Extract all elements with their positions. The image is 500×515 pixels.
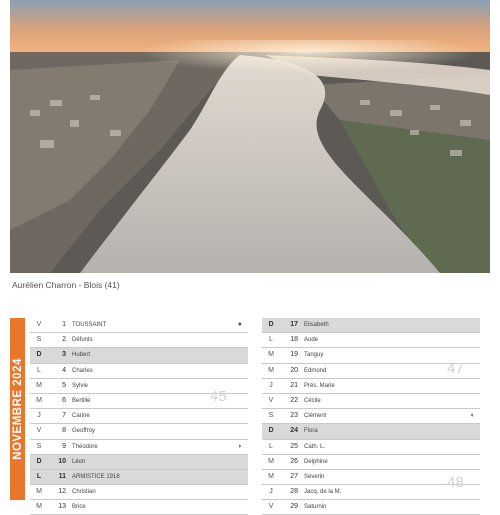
- day-number: 24: [290, 427, 298, 435]
- day-of-week: V: [268, 503, 274, 511]
- day-number: 13: [58, 503, 66, 511]
- day-number: 20: [290, 366, 298, 374]
- left-day-column: [30, 318, 248, 515]
- saint-name: Delphine: [304, 458, 328, 465]
- week-number-45: 45: [210, 388, 227, 405]
- day-row: [30, 364, 248, 379]
- blois-aerial-photo: [10, 0, 490, 273]
- saint-name: Carine: [72, 413, 90, 420]
- day-of-week: M: [268, 457, 274, 465]
- day-of-week: J: [37, 412, 41, 420]
- day-number: 29: [290, 503, 298, 511]
- day-of-week: S: [268, 412, 274, 420]
- day-of-week: V: [36, 427, 42, 435]
- day-number: 25: [290, 442, 298, 450]
- day-number: 3: [62, 351, 66, 359]
- day-number: 7: [62, 412, 66, 420]
- saint-name: Jacq. de la M.: [304, 489, 342, 496]
- saint-name: Christian: [72, 489, 96, 496]
- photo-credit: Aurélien Charron - Blois (41): [12, 280, 120, 290]
- day-of-week: J: [269, 488, 273, 496]
- day-number: 2: [62, 336, 66, 344]
- day-of-week: M: [268, 472, 274, 480]
- day-row: [262, 440, 480, 455]
- last-quarter-moon-icon: ◖: [469, 412, 474, 420]
- day-number: 23: [290, 412, 298, 420]
- day-row: [30, 424, 248, 439]
- saint-name: TOUSSAINT: [72, 322, 107, 328]
- day-row-sunday: [262, 318, 480, 333]
- saint-name: Elisabeth: [304, 322, 329, 328]
- saint-name: Tanguy: [304, 352, 324, 359]
- saint-name: ARMISTICE 1918: [72, 473, 120, 480]
- saint-name: Hubert: [72, 352, 91, 359]
- day-of-week: D: [268, 321, 274, 328]
- saint-name: Prés. Marie: [304, 382, 335, 389]
- day-of-week: D: [268, 427, 274, 435]
- saint-name: Geoffroy: [72, 428, 95, 435]
- saint-name: Saturnin: [304, 504, 327, 511]
- saint-name: Edmond: [304, 367, 327, 374]
- day-number: 4: [62, 366, 66, 374]
- day-number: 12: [58, 488, 66, 496]
- day-number: 5: [62, 381, 66, 389]
- day-row: [30, 409, 248, 424]
- day-number: 11: [58, 472, 66, 480]
- saint-name: Cath. L.: [304, 443, 326, 450]
- saint-name: Brice: [72, 504, 86, 511]
- saint-name: Charles: [72, 367, 93, 374]
- day-number: 10: [58, 457, 66, 465]
- day-row-holiday: [30, 470, 248, 485]
- saint-name: Théodore: [72, 443, 98, 450]
- day-number: 17: [290, 321, 298, 328]
- day-row-sunday: [30, 455, 248, 470]
- saint-name: Cécile: [304, 397, 321, 404]
- day-of-week: D: [36, 457, 42, 465]
- day-of-week: M: [268, 351, 274, 359]
- day-row-sunday: [262, 424, 480, 439]
- saint-name: Sylvie: [72, 382, 89, 389]
- saint-name: Clément: [304, 413, 327, 420]
- day-number: 28: [290, 488, 298, 496]
- day-number: 18: [290, 336, 298, 344]
- day-row: [30, 440, 248, 455]
- day-number: 21: [290, 381, 298, 389]
- day-of-week: M: [36, 396, 42, 404]
- day-number: 19: [290, 351, 298, 359]
- day-of-week: M: [36, 503, 42, 511]
- day-row: [262, 455, 480, 470]
- day-row: [30, 333, 248, 348]
- saint-name: Aude: [304, 337, 319, 344]
- day-number: 22: [290, 396, 298, 404]
- day-number: 6: [62, 396, 66, 404]
- saint-name: Séverin: [304, 473, 325, 480]
- day-of-week: M: [268, 366, 274, 374]
- day-row: [30, 500, 248, 515]
- day-of-week: L: [269, 442, 273, 450]
- day-of-week: S: [36, 442, 42, 450]
- day-row: [262, 333, 480, 348]
- day-row: [30, 318, 248, 333]
- first-quarter-moon-icon: ◗: [237, 442, 242, 450]
- day-row: [262, 409, 480, 424]
- saint-name: Bertille: [72, 397, 91, 404]
- day-number: 26: [290, 457, 298, 465]
- day-number: 1: [62, 321, 66, 328]
- day-of-week: J: [269, 381, 273, 389]
- day-of-week: M: [36, 381, 42, 389]
- day-of-week: M: [36, 488, 42, 496]
- month-label-container: [10, 318, 25, 500]
- day-number: 8: [62, 427, 66, 435]
- day-row: [30, 485, 248, 500]
- day-row: [262, 379, 480, 394]
- week-number-47: 47: [447, 360, 464, 377]
- day-of-week: V: [36, 321, 42, 328]
- day-of-week: L: [36, 472, 42, 480]
- saint-name: Défunts: [72, 337, 93, 344]
- saint-name: Léon: [72, 458, 86, 465]
- day-of-week: S: [36, 336, 42, 344]
- week-number-48: 48: [447, 474, 464, 491]
- day-of-week: L: [37, 366, 41, 374]
- month-label: NOVEMBRE 2024: [11, 358, 24, 460]
- day-of-week: L: [269, 336, 273, 344]
- full-moon-icon: ●: [237, 321, 242, 328]
- day-of-week: V: [268, 396, 274, 404]
- day-row: [262, 394, 480, 409]
- day-number: 27: [290, 472, 298, 480]
- day-number: 9: [62, 442, 66, 450]
- day-row: [262, 500, 480, 515]
- day-of-week: D: [36, 351, 42, 359]
- day-row-sunday: [30, 348, 248, 363]
- cover-photo: [10, 0, 490, 273]
- saint-name: Flora: [304, 428, 318, 435]
